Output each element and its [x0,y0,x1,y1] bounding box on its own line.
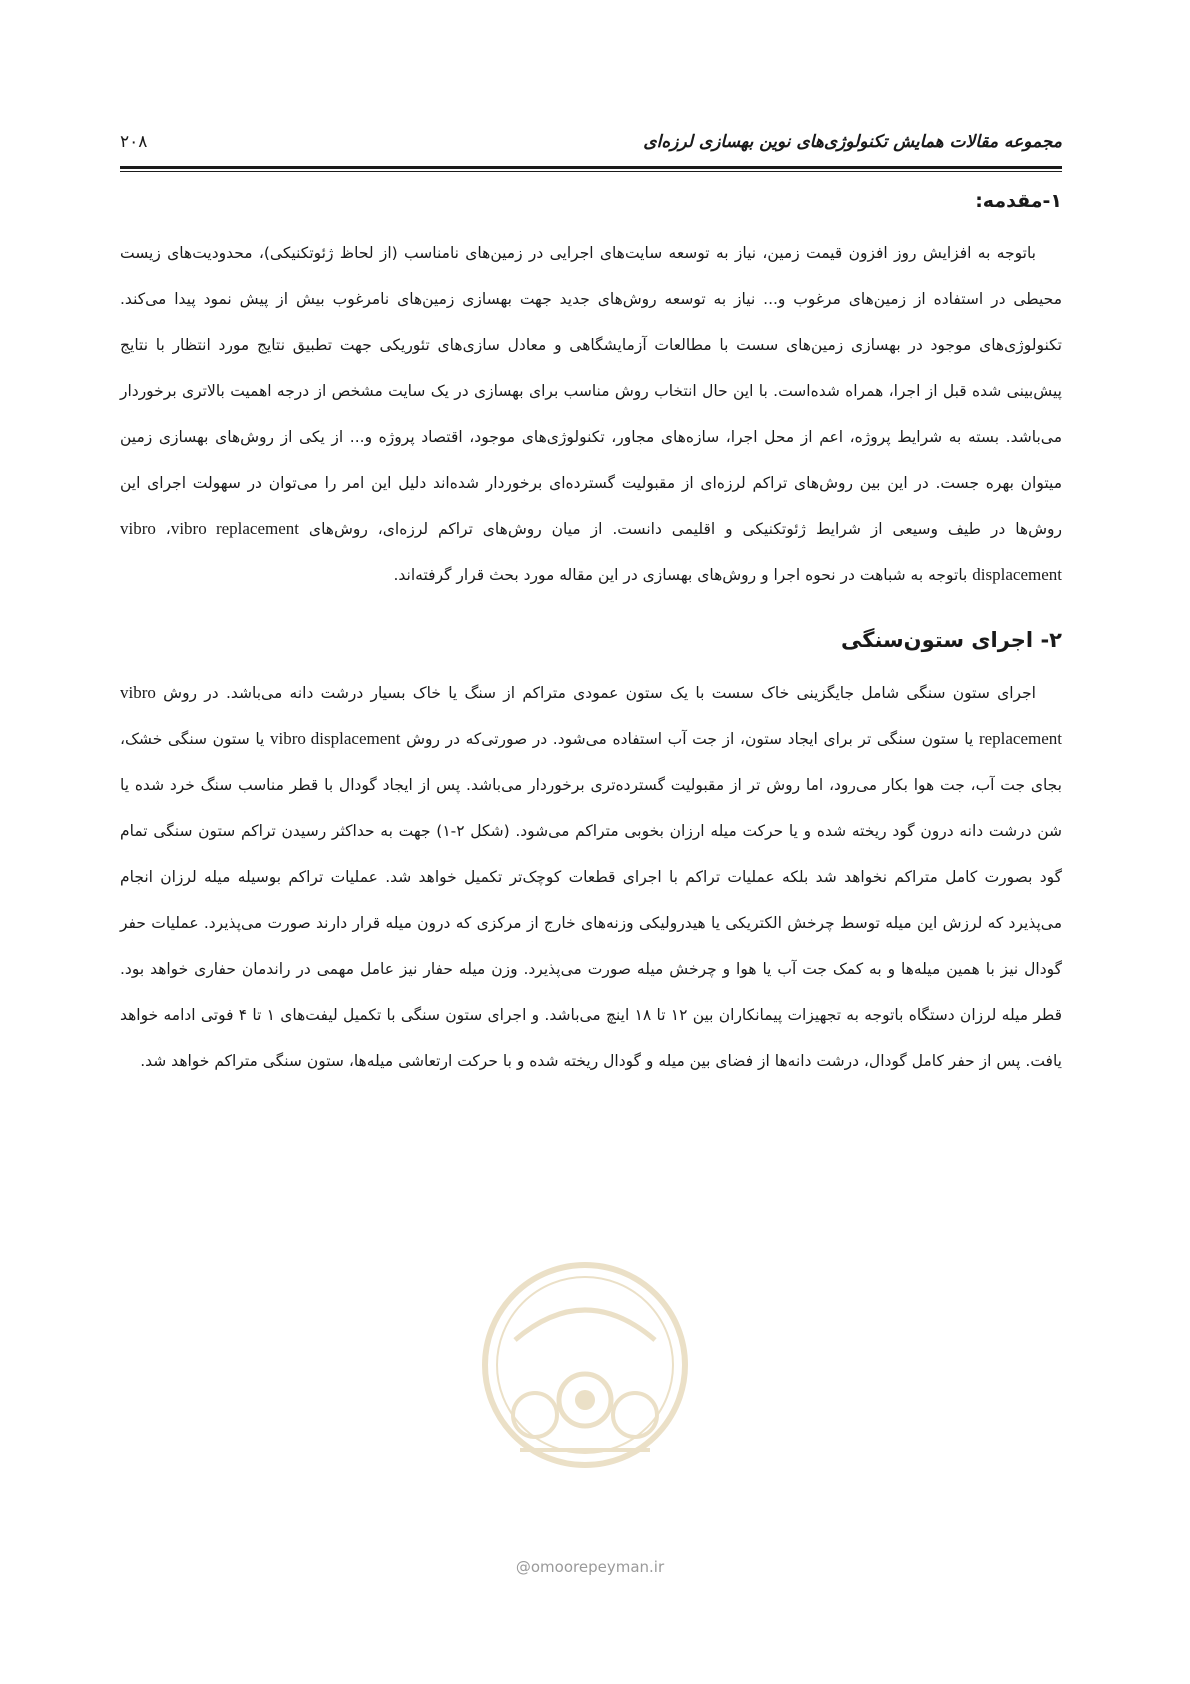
page-body [120,190,1062,1084]
paragraph-text: باتوجه به افزایش روز افزون قیمت زمین، نیاز به توسعه سایت‌های اجرایی در زمین‌های نامناسب (از لحاظ ژئوتکنیکی)، محدودیت‌های زیست محیطی در استفاده از زمین‌های مرغوب و... نیاز به توسعه روش‌های جدید جهت بهسازی زمین‌های نامرغوب بیش از پیش نمود پیدا می‌کند. تکنولوژی‌های موجود در بهسازی زمین‌های سست با مطالعات آزمایشگاهی و معادل سازی‌های تئوریکی جهت تطبیق نتایج مورد انتظار با نتایج پیش‌بینی شده قبل از اجرا، همراه شده‌است. با این حال انتخاب روش مناسب برای بهسازی در یک سایت مشخص از درجه اهمیت بالاتری برخوردار می‌باشد. بسته به شرایط پروژه، اعم از محل اجرا، سازه‌های مجاور، تکنولوژی‌های موجود، اقتصاد پروژه و... از یکی از روش‌های بهسازی زمین میتوان بهره جست. در این بین روش‌های تراکم لرزه‌ای از مقبولیت گسترده‌ای برخوردار شده‌اند دلیل این امر را می‌توان در سهولت اجرای این روش‌ها در طیف وسیعی از شرایط ژئوتکنیکی و اقلیمی دانست. از میان روش‌های تراکم لرزه‌ای، روش‌های [120,244,1062,538]
watermark-url: @omoorepeyman.ir [515,1558,665,1576]
paragraph-text: یا ستون سنگی خشک، بجای جت آب، جت هوا بکار می‌رود، اما روش تر از مقبولیت گسترده‌تری برخوردار می‌باشد. پس از ایجاد گودال با قطر مناسب سنگ خرد شده یا شن درشت دانه درون گود ریخته شده و یا حرکت میله ارزان بخوبی متراکم می‌شود. (شکل ۲-۱) جهت به حداکثر رسیدن تراکم ستون سنگی تمام گود بصورت کامل متراکم نخواهد شد بلکه عملیات تراکم با اجرای قطعات کوچک‌تر تکمیل خواهد شد. عملیات تراکم بوسیله میله لرزان انجام می‌پذیرد که لرزش این میله توسط چرخش الکتریکی یا هیدرولیکی وزنه‌های خارج از مرکزی که درون میله قرار دارند صورت می‌پذیرد. عملیات حفر گودال نیز با همین میله‌ها و به کمک جت آب یا هوا و چرخش میله صورت می‌پذیرد. وزن میله حفار نیز عامل مهمی در راندمان حفاری خواهد بود. قطر میله لرزان دستگاه باتوجه به تجهیزات پیمانکاران بین ۱۲ تا ۱۸ اینچ می‌باشد. و اجرای ستون سنگی با تکمیل لیفت‌های ۱ تا ۴ فوتی ادامه خواهد یافت. پس از حفر کامل گودال، درشت دانه‌ها از فضای بین میله و گودال ریخته شده و با حرکت ارتعاشی میله‌ها، ستون سنگی متراکم خواهد شد. [120,730,1063,1070]
paragraph-text: باتوجه به شباهت در نحوه اجرا و روش‌های بهسازی در این مقاله مورد بحث قرار گرفته‌اند. [393,566,973,584]
page-number: ۲۰۸ [120,132,148,152]
header-title: مجموعه مقالات همایش تکنولوژی‌های نوین بهسازی لرزه‌ای [643,132,1062,152]
watermark-logo [475,1250,695,1510]
header-rule-thin [120,171,1062,172]
term-vibro-displacement: vibro displacement [269,729,401,748]
page-header [120,132,1062,162]
term-vibro-replacement: vibro replacement [120,683,1062,748]
section-heading-stone-column: ۲- اجرای ستون‌سنگی [840,628,1062,652]
section-heading-introduction: ۱-مقدمه: [975,190,1062,212]
paragraph-text: یا ستون سنگی تر برای ایجاد ستون، از جت آب استفاده می‌شود. در صورتی‌که در روش [400,730,979,748]
term-vibro-replacement: vibro replacement [170,519,300,538]
paragraph-text: ، [155,520,171,538]
term-vibro-displacement: vibro displacement [120,519,1062,584]
header-rule [120,166,1062,169]
stone-column-paragraph [120,670,1062,1084]
paragraph-text: اجرای ستون سنگی شامل جایگزینی خاک سست با یک ستون عمودی متراکم از سنگ یا خاک بسیار درشت دانه می‌باشد. در روش [155,684,1036,702]
introduction-paragraph [120,230,1062,598]
